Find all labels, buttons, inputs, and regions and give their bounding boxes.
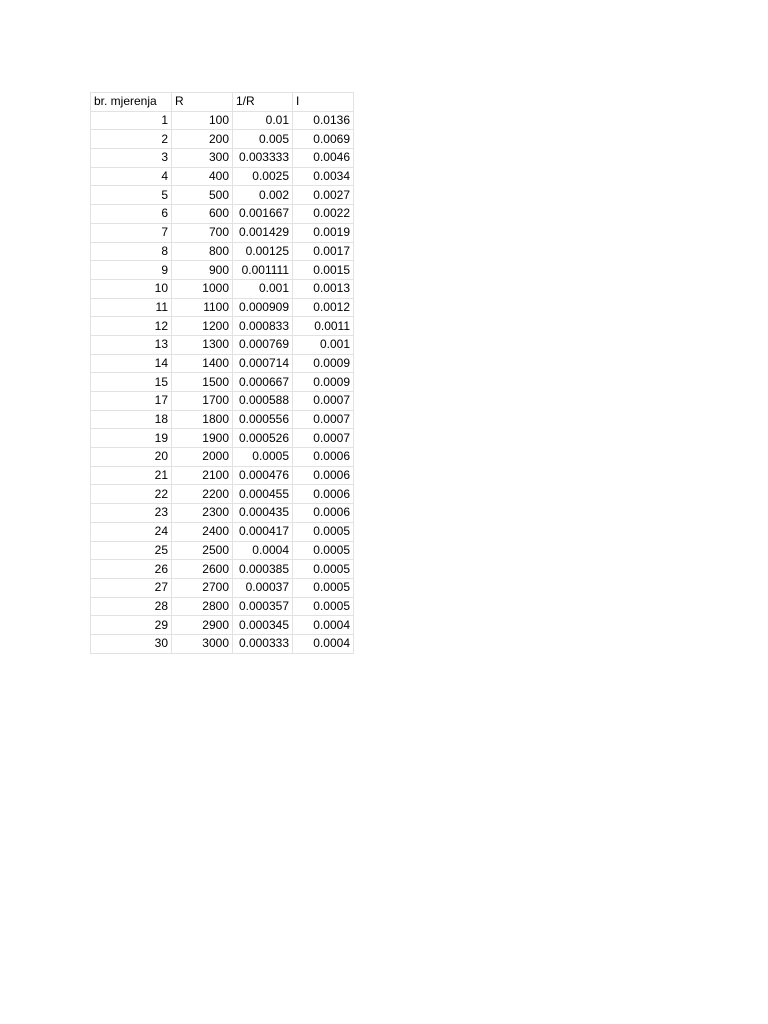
table-row xyxy=(91,392,354,411)
cell-measurement-number[interactable]: 22 xyxy=(91,485,172,504)
table-row xyxy=(91,410,354,429)
cell-resistance[interactable]: 1400 xyxy=(172,354,233,373)
cell-inverse-resistance[interactable]: 0.001429 xyxy=(233,223,293,242)
cell-measurement-number[interactable]: 19 xyxy=(91,429,172,448)
cell-measurement-number[interactable]: 6 xyxy=(91,205,172,224)
cell-current[interactable]: 0.0005 xyxy=(293,597,354,616)
cell-current[interactable]: 0.0022 xyxy=(293,205,354,224)
cell-inverse-resistance[interactable]: 0.001667 xyxy=(233,205,293,224)
cell-current[interactable]: 0.0012 xyxy=(293,298,354,317)
cell-current[interactable]: 0.0005 xyxy=(293,560,354,579)
cell-resistance[interactable]: 100 xyxy=(172,111,233,130)
cell-measurement-number[interactable]: 30 xyxy=(91,634,172,653)
cell-resistance[interactable]: 1200 xyxy=(172,317,233,336)
cell-inverse-resistance[interactable]: 0.000714 xyxy=(233,354,293,373)
cell-measurement-number[interactable]: 18 xyxy=(91,410,172,429)
cell-current[interactable]: 0.0015 xyxy=(293,261,354,280)
cell-resistance[interactable]: 600 xyxy=(172,205,233,224)
cell-current[interactable]: 0.0004 xyxy=(293,634,354,653)
table-row xyxy=(91,205,354,224)
cell-measurement-number[interactable]: 28 xyxy=(91,597,172,616)
table-row xyxy=(91,448,354,467)
table-row xyxy=(91,111,354,130)
cell-inverse-resistance[interactable]: 0.000435 xyxy=(233,504,293,523)
table-row xyxy=(91,429,354,448)
cell-inverse-resistance[interactable]: 0.0025 xyxy=(233,167,293,186)
cell-current[interactable]: 0.0006 xyxy=(293,485,354,504)
measurement-table xyxy=(90,92,354,654)
cell-measurement-number[interactable]: 21 xyxy=(91,466,172,485)
cell-resistance[interactable]: 500 xyxy=(172,186,233,205)
header-cell-current[interactable]: I xyxy=(293,93,354,112)
table-row xyxy=(91,616,354,635)
table-row xyxy=(91,149,354,168)
cell-resistance[interactable]: 300 xyxy=(172,149,233,168)
cell-resistance[interactable]: 2800 xyxy=(172,597,233,616)
header-cell-inverse-resistance[interactable]: 1/R xyxy=(233,93,293,112)
cell-current[interactable]: 0.0005 xyxy=(293,522,354,541)
cell-inverse-resistance[interactable]: 0.001111 xyxy=(233,261,293,280)
table-row xyxy=(91,261,354,280)
cell-resistance[interactable]: 1000 xyxy=(172,279,233,298)
cell-measurement-number[interactable]: 13 xyxy=(91,335,172,354)
cell-inverse-resistance[interactable]: 0.000833 xyxy=(233,317,293,336)
cell-resistance[interactable]: 1900 xyxy=(172,429,233,448)
table-row xyxy=(91,373,354,392)
cell-resistance[interactable]: 700 xyxy=(172,223,233,242)
cell-inverse-resistance[interactable]: 0.00037 xyxy=(233,578,293,597)
cell-inverse-resistance[interactable]: 0.000526 xyxy=(233,429,293,448)
cell-measurement-number[interactable]: 15 xyxy=(91,373,172,392)
cell-inverse-resistance[interactable]: 0.000588 xyxy=(233,392,293,411)
cell-inverse-resistance[interactable]: 0.000345 xyxy=(233,616,293,635)
cell-inverse-resistance[interactable]: 0.000417 xyxy=(233,522,293,541)
cell-measurement-number[interactable]: 24 xyxy=(91,522,172,541)
cell-inverse-resistance[interactable]: 0.003333 xyxy=(233,149,293,168)
table-row xyxy=(91,354,354,373)
cell-inverse-resistance[interactable]: 0.000333 xyxy=(233,634,293,653)
cell-resistance[interactable]: 2400 xyxy=(172,522,233,541)
cell-resistance[interactable]: 900 xyxy=(172,261,233,280)
cell-inverse-resistance[interactable]: 0.002 xyxy=(233,186,293,205)
cell-current[interactable]: 0.0006 xyxy=(293,504,354,523)
cell-current[interactable]: 0.0013 xyxy=(293,279,354,298)
cell-resistance[interactable]: 1100 xyxy=(172,298,233,317)
cell-measurement-number[interactable]: 20 xyxy=(91,448,172,467)
cell-inverse-resistance[interactable]: 0.000769 xyxy=(233,335,293,354)
cell-measurement-number[interactable]: 23 xyxy=(91,504,172,523)
cell-inverse-resistance[interactable]: 0.0005 xyxy=(233,448,293,467)
cell-measurement-number[interactable]: 9 xyxy=(91,261,172,280)
cell-measurement-number[interactable]: 2 xyxy=(91,130,172,149)
cell-measurement-number[interactable]: 1 xyxy=(91,111,172,130)
cell-inverse-resistance[interactable]: 0.000556 xyxy=(233,410,293,429)
cell-inverse-resistance[interactable]: 0.000455 xyxy=(233,485,293,504)
cell-current[interactable]: 0.0019 xyxy=(293,223,354,242)
cell-inverse-resistance[interactable]: 0.001 xyxy=(233,279,293,298)
cell-measurement-number[interactable]: 11 xyxy=(91,298,172,317)
cell-current[interactable]: 0.0034 xyxy=(293,167,354,186)
cell-resistance[interactable]: 1500 xyxy=(172,373,233,392)
cell-current[interactable]: 0.0007 xyxy=(293,392,354,411)
cell-current[interactable]: 0.0007 xyxy=(293,429,354,448)
cell-resistance[interactable]: 2100 xyxy=(172,466,233,485)
table-row xyxy=(91,335,354,354)
cell-current[interactable]: 0.0007 xyxy=(293,410,354,429)
cell-current[interactable]: 0.0017 xyxy=(293,242,354,261)
spreadsheet-table-container xyxy=(90,92,354,654)
cell-inverse-resistance[interactable]: 0.005 xyxy=(233,130,293,149)
cell-resistance[interactable]: 2500 xyxy=(172,541,233,560)
cell-measurement-number[interactable]: 7 xyxy=(91,223,172,242)
cell-resistance[interactable]: 2900 xyxy=(172,616,233,635)
table-row xyxy=(91,560,354,579)
table-row xyxy=(91,317,354,336)
cell-current[interactable]: 0.0006 xyxy=(293,466,354,485)
cell-measurement-number[interactable]: 17 xyxy=(91,392,172,411)
cell-resistance[interactable]: 2000 xyxy=(172,448,233,467)
cell-resistance[interactable]: 1700 xyxy=(172,392,233,411)
cell-measurement-number[interactable]: 25 xyxy=(91,541,172,560)
cell-resistance[interactable]: 2600 xyxy=(172,560,233,579)
cell-resistance[interactable]: 2300 xyxy=(172,504,233,523)
table-row xyxy=(91,485,354,504)
cell-measurement-number[interactable]: 5 xyxy=(91,186,172,205)
cell-current[interactable]: 0.0046 xyxy=(293,149,354,168)
table-row xyxy=(91,504,354,523)
table-row xyxy=(91,634,354,653)
cell-resistance[interactable]: 800 xyxy=(172,242,233,261)
cell-resistance[interactable]: 200 xyxy=(172,130,233,149)
cell-measurement-number[interactable]: 4 xyxy=(91,167,172,186)
header-cell-resistance[interactable]: R xyxy=(172,93,233,112)
table-row xyxy=(91,242,354,261)
cell-current[interactable]: 0.0004 xyxy=(293,616,354,635)
cell-current[interactable]: 0.0027 xyxy=(293,186,354,205)
cell-current[interactable]: 0.0069 xyxy=(293,130,354,149)
cell-resistance[interactable]: 2200 xyxy=(172,485,233,504)
cell-current[interactable]: 0.0136 xyxy=(293,111,354,130)
cell-resistance[interactable]: 3000 xyxy=(172,634,233,653)
table-row xyxy=(91,167,354,186)
table-row xyxy=(91,597,354,616)
cell-inverse-resistance[interactable]: 0.0004 xyxy=(233,541,293,560)
header-cell-measurement-number[interactable]: br. mjerenja xyxy=(91,93,172,112)
header-row xyxy=(91,93,354,112)
cell-measurement-number[interactable]: 12 xyxy=(91,317,172,336)
cell-inverse-resistance[interactable]: 0.00125 xyxy=(233,242,293,261)
cell-measurement-number[interactable]: 29 xyxy=(91,616,172,635)
table-row xyxy=(91,279,354,298)
cell-measurement-number[interactable]: 26 xyxy=(91,560,172,579)
table-row xyxy=(91,298,354,317)
table-row xyxy=(91,541,354,560)
cell-current[interactable]: 0.0005 xyxy=(293,541,354,560)
table-row xyxy=(91,522,354,541)
cell-resistance[interactable]: 2700 xyxy=(172,578,233,597)
cell-measurement-number[interactable]: 10 xyxy=(91,279,172,298)
cell-current[interactable]: 0.0006 xyxy=(293,448,354,467)
cell-inverse-resistance[interactable]: 0.01 xyxy=(233,111,293,130)
cell-inverse-resistance[interactable]: 0.000476 xyxy=(233,466,293,485)
table-row xyxy=(91,223,354,242)
cell-measurement-number[interactable]: 8 xyxy=(91,242,172,261)
cell-inverse-resistance[interactable]: 0.000667 xyxy=(233,373,293,392)
table-row xyxy=(91,130,354,149)
cell-resistance[interactable]: 1300 xyxy=(172,335,233,354)
table-row xyxy=(91,466,354,485)
table-row xyxy=(91,186,354,205)
cell-measurement-number[interactable]: 27 xyxy=(91,578,172,597)
cell-measurement-number[interactable]: 3 xyxy=(91,149,172,168)
cell-current[interactable]: 0.0009 xyxy=(293,354,354,373)
cell-inverse-resistance[interactable]: 0.000385 xyxy=(233,560,293,579)
cell-resistance[interactable]: 1800 xyxy=(172,410,233,429)
cell-inverse-resistance[interactable]: 0.000357 xyxy=(233,597,293,616)
table-row xyxy=(91,578,354,597)
cell-current[interactable]: 0.001 xyxy=(293,335,354,354)
cell-measurement-number[interactable]: 14 xyxy=(91,354,172,373)
cell-resistance[interactable]: 400 xyxy=(172,167,233,186)
cell-current[interactable]: 0.0005 xyxy=(293,578,354,597)
cell-current[interactable]: 0.0011 xyxy=(293,317,354,336)
cell-inverse-resistance[interactable]: 0.000909 xyxy=(233,298,293,317)
cell-current[interactable]: 0.0009 xyxy=(293,373,354,392)
